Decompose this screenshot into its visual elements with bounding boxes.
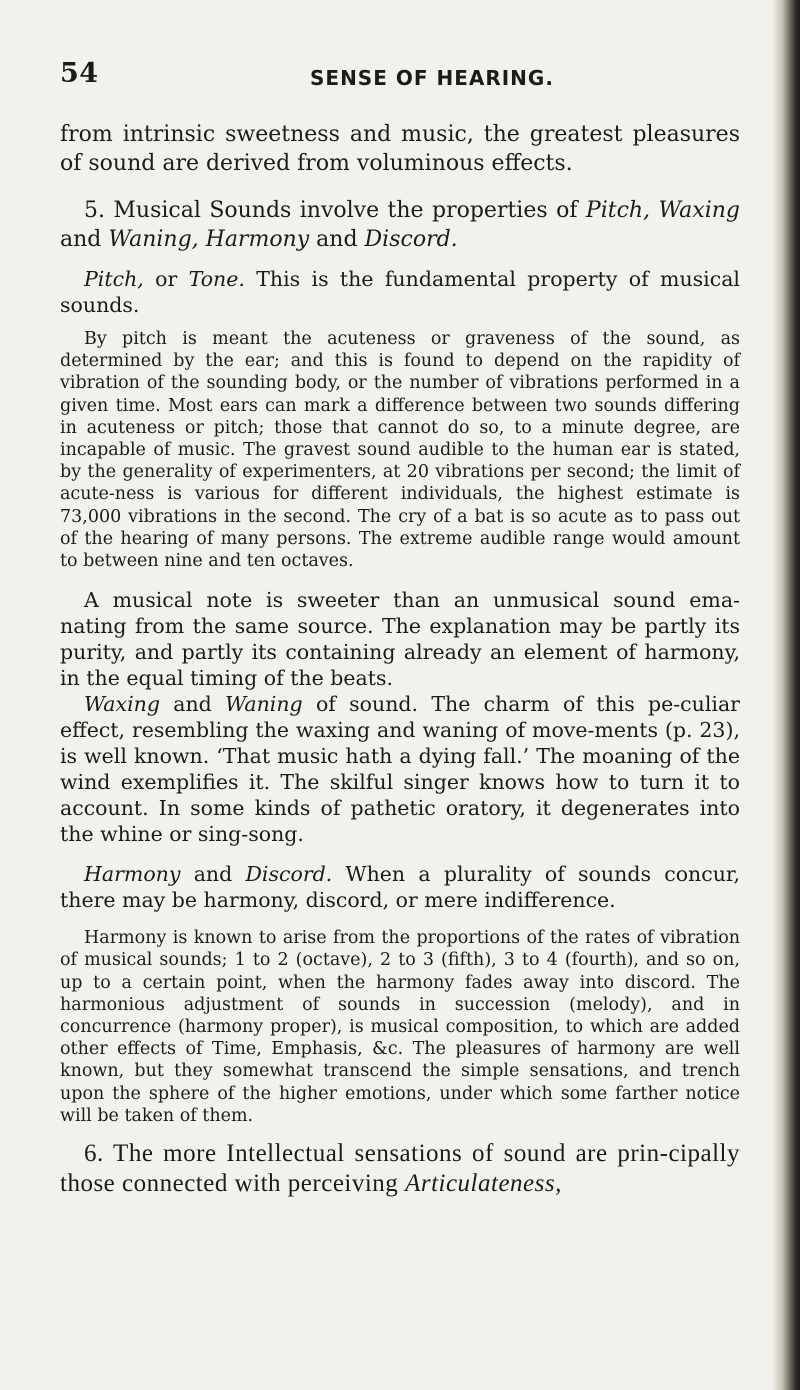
waxing-waning-paragraph <box>60 691 740 847</box>
page-number: 54 <box>60 58 99 89</box>
pitch-term: Pitch, <box>84 267 144 291</box>
running-title: SENSE OF HEARING. <box>310 66 554 90</box>
section-6-heading <box>60 1139 740 1199</box>
pitch-detail-paragraph: By pitch is meant the acuteness or graveness of the sound, as determined by the ear; and this is found to depend on the rapidity of vibration of the sounding body, or the number of vibrations performed in a given time. Most ears can mark a difference between two sounds differing in acuteness or pitch; those that cannot do so, to a minute degree, are incapable of music. The gravest sound audible to the human ear is stated, by the generality of experimenters, at 20 vibrations per second; the limit of acute-ness is various for different individuals, the highest estimate is 73,000 vibrations in the second. The cry of a bat is so acute as to pass out of the hearing of many persons. The extreme audible range would amount to between nine and ten octaves. <box>60 329 740 572</box>
intro-paragraph: from intrinsic sweetness and music, the greatest pleasures of sound are derived from voluminous effects. <box>60 122 740 176</box>
page-edge-shadow <box>772 0 800 1390</box>
pitch-paragraph <box>60 266 740 318</box>
book-page <box>60 58 740 1199</box>
harmony-paragraph <box>60 861 740 913</box>
articulateness-term: Articulateness, <box>405 1170 562 1198</box>
harmony-connector: and <box>180 862 246 887</box>
waxing-connector: and <box>159 692 226 717</box>
waxing-waning-text: of sound. The charm of this pe-culiar effect, resembling the waxing and waning of move-ments (p. 23), is well known. ‘That music hath a dying fall.’ The moaning of the wind exemplifies it. The skilful singer knows how to turn it to account. In some kinds of pathetic oratory, it degenerates into the whine or sing-song. <box>60 692 740 847</box>
pitch-connector: or <box>143 267 189 291</box>
waxing-term: Waxing <box>84 692 160 717</box>
section-6-text: 6. The more Intellectual sensations of sound are prin-cipally those connected with perceiving <box>60 1140 740 1198</box>
pitch-definition: This is the fundamental property of musical sounds. <box>60 267 740 317</box>
section-5-term-discord: Discord. <box>364 227 458 252</box>
section-5-term-waning-harmony: Waning, Harmony <box>108 227 310 252</box>
harmony-term: Harmony <box>84 862 181 887</box>
section-5-connector-2: and <box>309 227 365 252</box>
section-5-term-waxing: Waxing <box>658 198 740 223</box>
section-5-connector-1: and <box>60 227 109 252</box>
harmony-detail-paragraph: Harmony is known to arise from the proportions of the rates of vibration of musical sounds; 1 to 2 (octave), 2 to 3 (fifth), 3 to 4 (fourth), and so on, up to a certain point, when the harmony fades away into discord. The harmonious adjustment of sounds in succession (melody), and in concurrence (harmony proper), is musical composition, to which are added other effects of Time, Emphasis, &c. The pleasures of harmony are well known, but they somewhat transcend the simple sensations, and trench upon the sphere of the higher emotions, under which some farther notice will be taken of them. <box>60 928 740 1126</box>
musical-note-paragraph: A musical note is sweeter than an unmusical sound ema-nating from the same source. The explanation may be partly its purity, and partly its containing already an element of harmony, in the equal timing of the beats. <box>60 588 740 691</box>
tone-term: Tone. <box>188 267 245 291</box>
harmony-text: When a plurality of sounds concur, there may be harmony, discord, or mere indifference. <box>60 862 740 913</box>
page-header <box>60 58 740 98</box>
section-5-heading <box>60 196 740 254</box>
waning-term: Waning <box>225 692 303 717</box>
section-5-lead: 5. Musical Sounds involve the properties of <box>84 198 586 223</box>
discord-term: Discord. <box>245 862 333 887</box>
section-5-term-pitch: Pitch, <box>585 198 651 223</box>
